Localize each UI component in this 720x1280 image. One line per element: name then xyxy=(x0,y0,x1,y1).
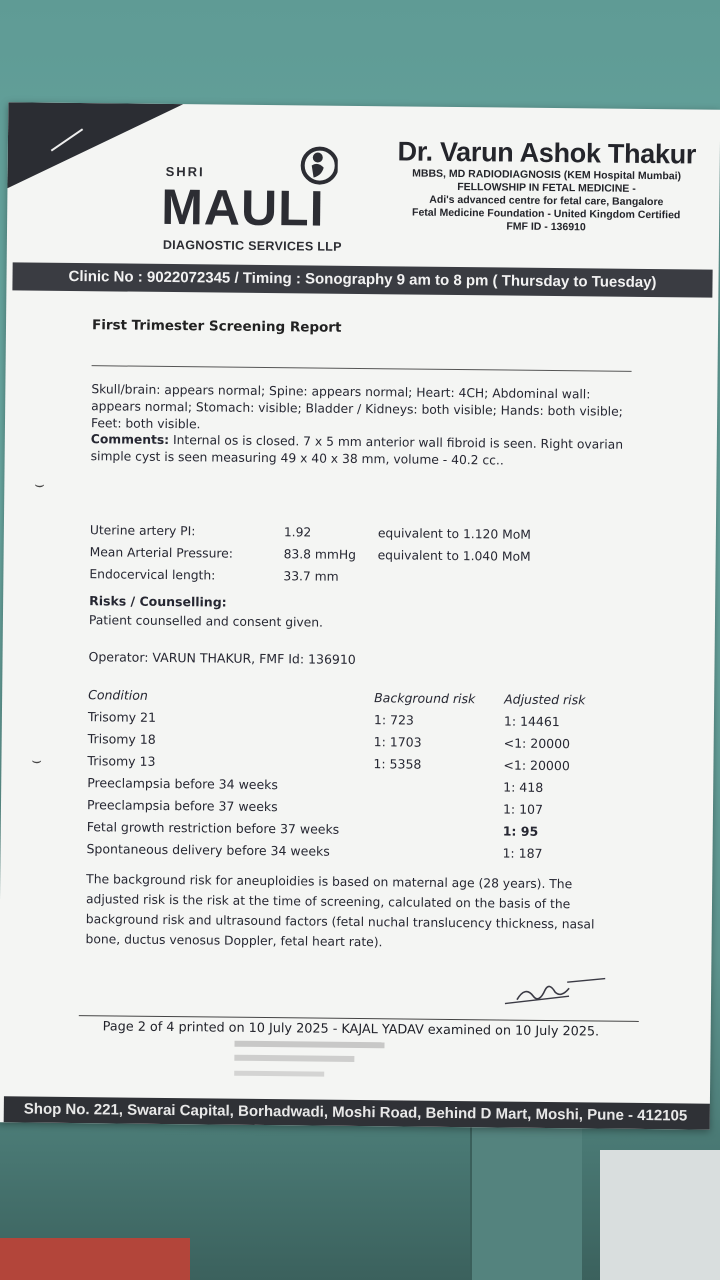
report-title: First Trimester Screening Report xyxy=(91,317,342,336)
logo-subtitle: DIAGNOSTIC SERVICES LLP xyxy=(162,237,342,254)
title-divider xyxy=(92,365,632,372)
risks-heading: Risks / Counselling: xyxy=(89,593,227,610)
risk-table xyxy=(86,687,608,868)
comments-label: Comments: xyxy=(90,432,170,448)
measurement-value: 1.92 xyxy=(283,525,312,540)
findings-text: Skull/brain: appears normal; Spine: appears normal; Heart: 4CH; Abdominal wall: appears normal; Stomach: visible; Bladder / Kidneys: both visible; Hands: both visible; Feet: both visible. xyxy=(90,382,623,432)
margin-mark: ⌣ xyxy=(34,474,45,494)
clinic-contact-bar: Clinic No : 9022072345 / Timing : Sonography 9 am to 8 pm ( Thursday to Tuesday) xyxy=(12,262,712,297)
measurement-equivalent: equivalent to 1.040 MoM xyxy=(377,548,531,564)
table-row xyxy=(86,841,606,868)
adjusted-risk-cell: 1: 187 xyxy=(502,845,543,861)
risks-text: Patient counselled and consent given. xyxy=(88,613,324,630)
faded-stamp-icon xyxy=(230,1035,431,1087)
measurement-label: Mean Arterial Pressure: xyxy=(89,545,233,561)
doctor-qualification: MBBS, MD RADIODIAGNOSIS (KEM Hospital Mumbai) xyxy=(412,167,682,183)
background-light-area xyxy=(600,1150,720,1280)
signature-icon xyxy=(497,969,607,1010)
measurement-label: Endocervical length: xyxy=(89,567,216,583)
address-bar: Shop No. 221, Swarai Capital, Borhadwadi, Moshi Road, Behind D Mart, Moshi, Pune - 412105 xyxy=(4,1096,720,1129)
condition-cell: Preeclampsia before 37 weeks xyxy=(86,797,278,815)
condition-cell: Spontaneous delivery before 34 weeks xyxy=(86,841,330,859)
background-red-object xyxy=(0,1238,190,1280)
header-background-risk: Background risk xyxy=(374,690,476,707)
measurement-label: Uterine artery PI: xyxy=(89,523,196,539)
report-sheet xyxy=(0,102,720,1129)
doctor-centre: Adi's advanced centre for fetal care, Bangalore xyxy=(429,193,664,209)
adjusted-risk-cell: <1: 20000 xyxy=(503,735,571,752)
background-risk-cell: 1: 5358 xyxy=(373,756,422,772)
header-condition: Condition xyxy=(88,687,148,703)
background-risk-cell: 1: 723 xyxy=(373,712,414,728)
logo-mauli: MAULI xyxy=(160,178,325,237)
doctor-fmf-id: FMF ID - 136910 xyxy=(506,220,586,234)
doctor-info xyxy=(391,136,702,235)
margin-mark: ⌣ xyxy=(31,750,43,770)
measurement-value: 33.7 mm xyxy=(283,569,339,584)
comments-text: Internal os is closed. 7 x 5 mm anterior wall fibroid is seen. Right ovarian simple cyst is seen measuring 49 x 40 x 38 mm, volume - 40.2 cc.. xyxy=(90,433,624,468)
comments-paragraph xyxy=(91,431,631,471)
background-risk-cell: 1: 1703 xyxy=(373,734,422,750)
adjusted-risk-cell: 1: 95 xyxy=(502,823,539,839)
measurement-equivalent: equivalent to 1.120 MoM xyxy=(377,526,531,542)
condition-cell: Trisomy 21 xyxy=(87,709,157,725)
condition-cell: Trisomy 13 xyxy=(87,753,156,769)
page-footer: Page 2 of 4 printed on 10 July 2025 - KAJAL YADAV examined on 10 July 2025. xyxy=(102,1019,600,1040)
doctor-name: Dr. Varun Ashok Thakur xyxy=(397,136,697,170)
adjusted-risk-cell: 1: 418 xyxy=(503,779,544,795)
measurement-value: 83.8 mmHg xyxy=(283,547,357,562)
clinic-logo xyxy=(157,142,358,264)
logo-shri: SHRI xyxy=(165,163,205,180)
condition-cell: Fetal growth restriction before 37 weeks xyxy=(86,819,340,837)
background-post xyxy=(470,1110,582,1280)
adjusted-risk-cell: 1: 14461 xyxy=(503,713,560,730)
operator-line: Operator: VARUN THAKUR, FMF Id: 136910 xyxy=(88,649,356,667)
adjusted-risk-cell: 1: 107 xyxy=(502,801,544,817)
doctor-certification: Fetal Medicine Foundation - United Kingdom Certified xyxy=(411,206,681,222)
condition-cell: Preeclampsia before 34 weeks xyxy=(87,775,279,793)
adjusted-risk-cell: <1: 20000 xyxy=(503,757,570,774)
mother-child-emblem-icon xyxy=(297,143,337,187)
header-adjusted-risk: Adjusted risk xyxy=(504,691,586,708)
condition-cell: Trisomy 18 xyxy=(87,731,156,747)
risk-explanation-note: The background risk for aneuploidies is based on maternal age (28 years). The adjusted risk is the risk at the time of screening, calculated on the basis of the background risk and ultrasound factors (fetal nuchal translucency thickness, nasal bone, ductus venosus Doppler, fetal heart rate). xyxy=(85,872,595,950)
doctor-fellowship: FELLOWSHIP IN FETAL MEDICINE - xyxy=(457,181,636,195)
